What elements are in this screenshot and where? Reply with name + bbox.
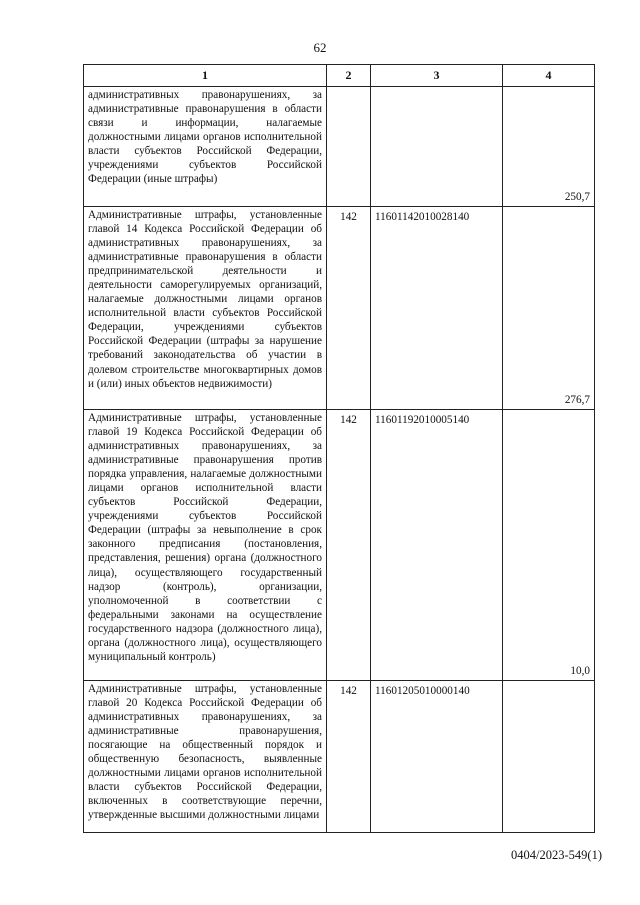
revenue-table: [83, 64, 595, 833]
column-header-amount: 4: [503, 65, 595, 87]
row-admin-code: 142: [327, 207, 371, 410]
row-amount: 250,7: [564, 190, 590, 203]
row-admin-code: 142: [327, 681, 371, 833]
table-header-row: [84, 65, 595, 87]
row-description: административных правонарушениях, за административные правонарушения в области связи и информации, налагаемые должностными лицами органов исполнительной власти субъектов Российской Федерации, учреждениями субъектов Российской Федерации (иные штрафы): [84, 87, 327, 207]
row-kbk-code: 11601142010028140: [371, 207, 503, 410]
page-number: 62: [313, 40, 327, 55]
row-kbk-code: 11601205010000140: [371, 681, 503, 833]
column-header-admin-code: 2: [327, 65, 371, 87]
row-amount: 10,0: [570, 664, 590, 677]
row-description: Административные штрафы, установленные главой 14 Кодекса Российской Федерации об административных правонарушениях, за административные правонарушения в области предпринимательской деятельности и деятельности саморегулируемых организаций, налагаемые должностными лицами органов исполнительной власти субъектов Российской Федерации, учреждениями субъектов Российской Федерации (штрафы за нарушение требований законодательства об участии в долевом строительстве многоквартирных домов и (или) иных объектов недвижимости): [84, 207, 327, 410]
table-row: [84, 410, 595, 681]
row-description: Административные штрафы, установленные главой 19 Кодекса Российской Федерации об административных правонарушениях, за административные правонарушения против порядка управления, налагаемые должностными лицами органов исполнительной власти субъектов Российской Федерации, учреждениями субъектов Российской Федерации (штрафы за невыполнение в срок законного предписания (постановления, представления, решения) органа (должностного лица), осуществляющего государственный надзор (контроль), организации, уполномоченной в соответствии с федеральными законами на осуществление государственного надзора (должностного лица), органа (должностного лица), осуществляющего муниципальный контроль): [84, 410, 327, 681]
row-amount-cell: [503, 410, 595, 681]
row-description: Административные штрафы, установленные главой 20 Кодекса Российской Федерации об административных правонарушениях, за административные правонарушения, посягающие на общественный порядок и общественную безопасность, выявленные должностными лицами органов исполнительной власти субъектов Российской Федерации, включенных в соответствующие перечни, утвержденные высшими должностными лицами: [84, 681, 327, 833]
row-amount-cell: [503, 207, 595, 410]
column-header-kbk: 3: [371, 65, 503, 87]
row-amount-cell: [503, 87, 595, 207]
row-admin-code: 142: [327, 410, 371, 681]
row-kbk-code: [371, 87, 503, 207]
row-amount-cell: [503, 681, 595, 833]
table-row: [84, 681, 595, 833]
table-row: [84, 207, 595, 410]
document-code: 0404/2023-549(1): [511, 848, 602, 862]
table-row: [84, 87, 595, 207]
column-header-description: 1: [84, 65, 327, 87]
row-kbk-code: 11601192010005140: [371, 410, 503, 681]
row-admin-code: [327, 87, 371, 207]
row-amount: 276,7: [564, 393, 590, 406]
